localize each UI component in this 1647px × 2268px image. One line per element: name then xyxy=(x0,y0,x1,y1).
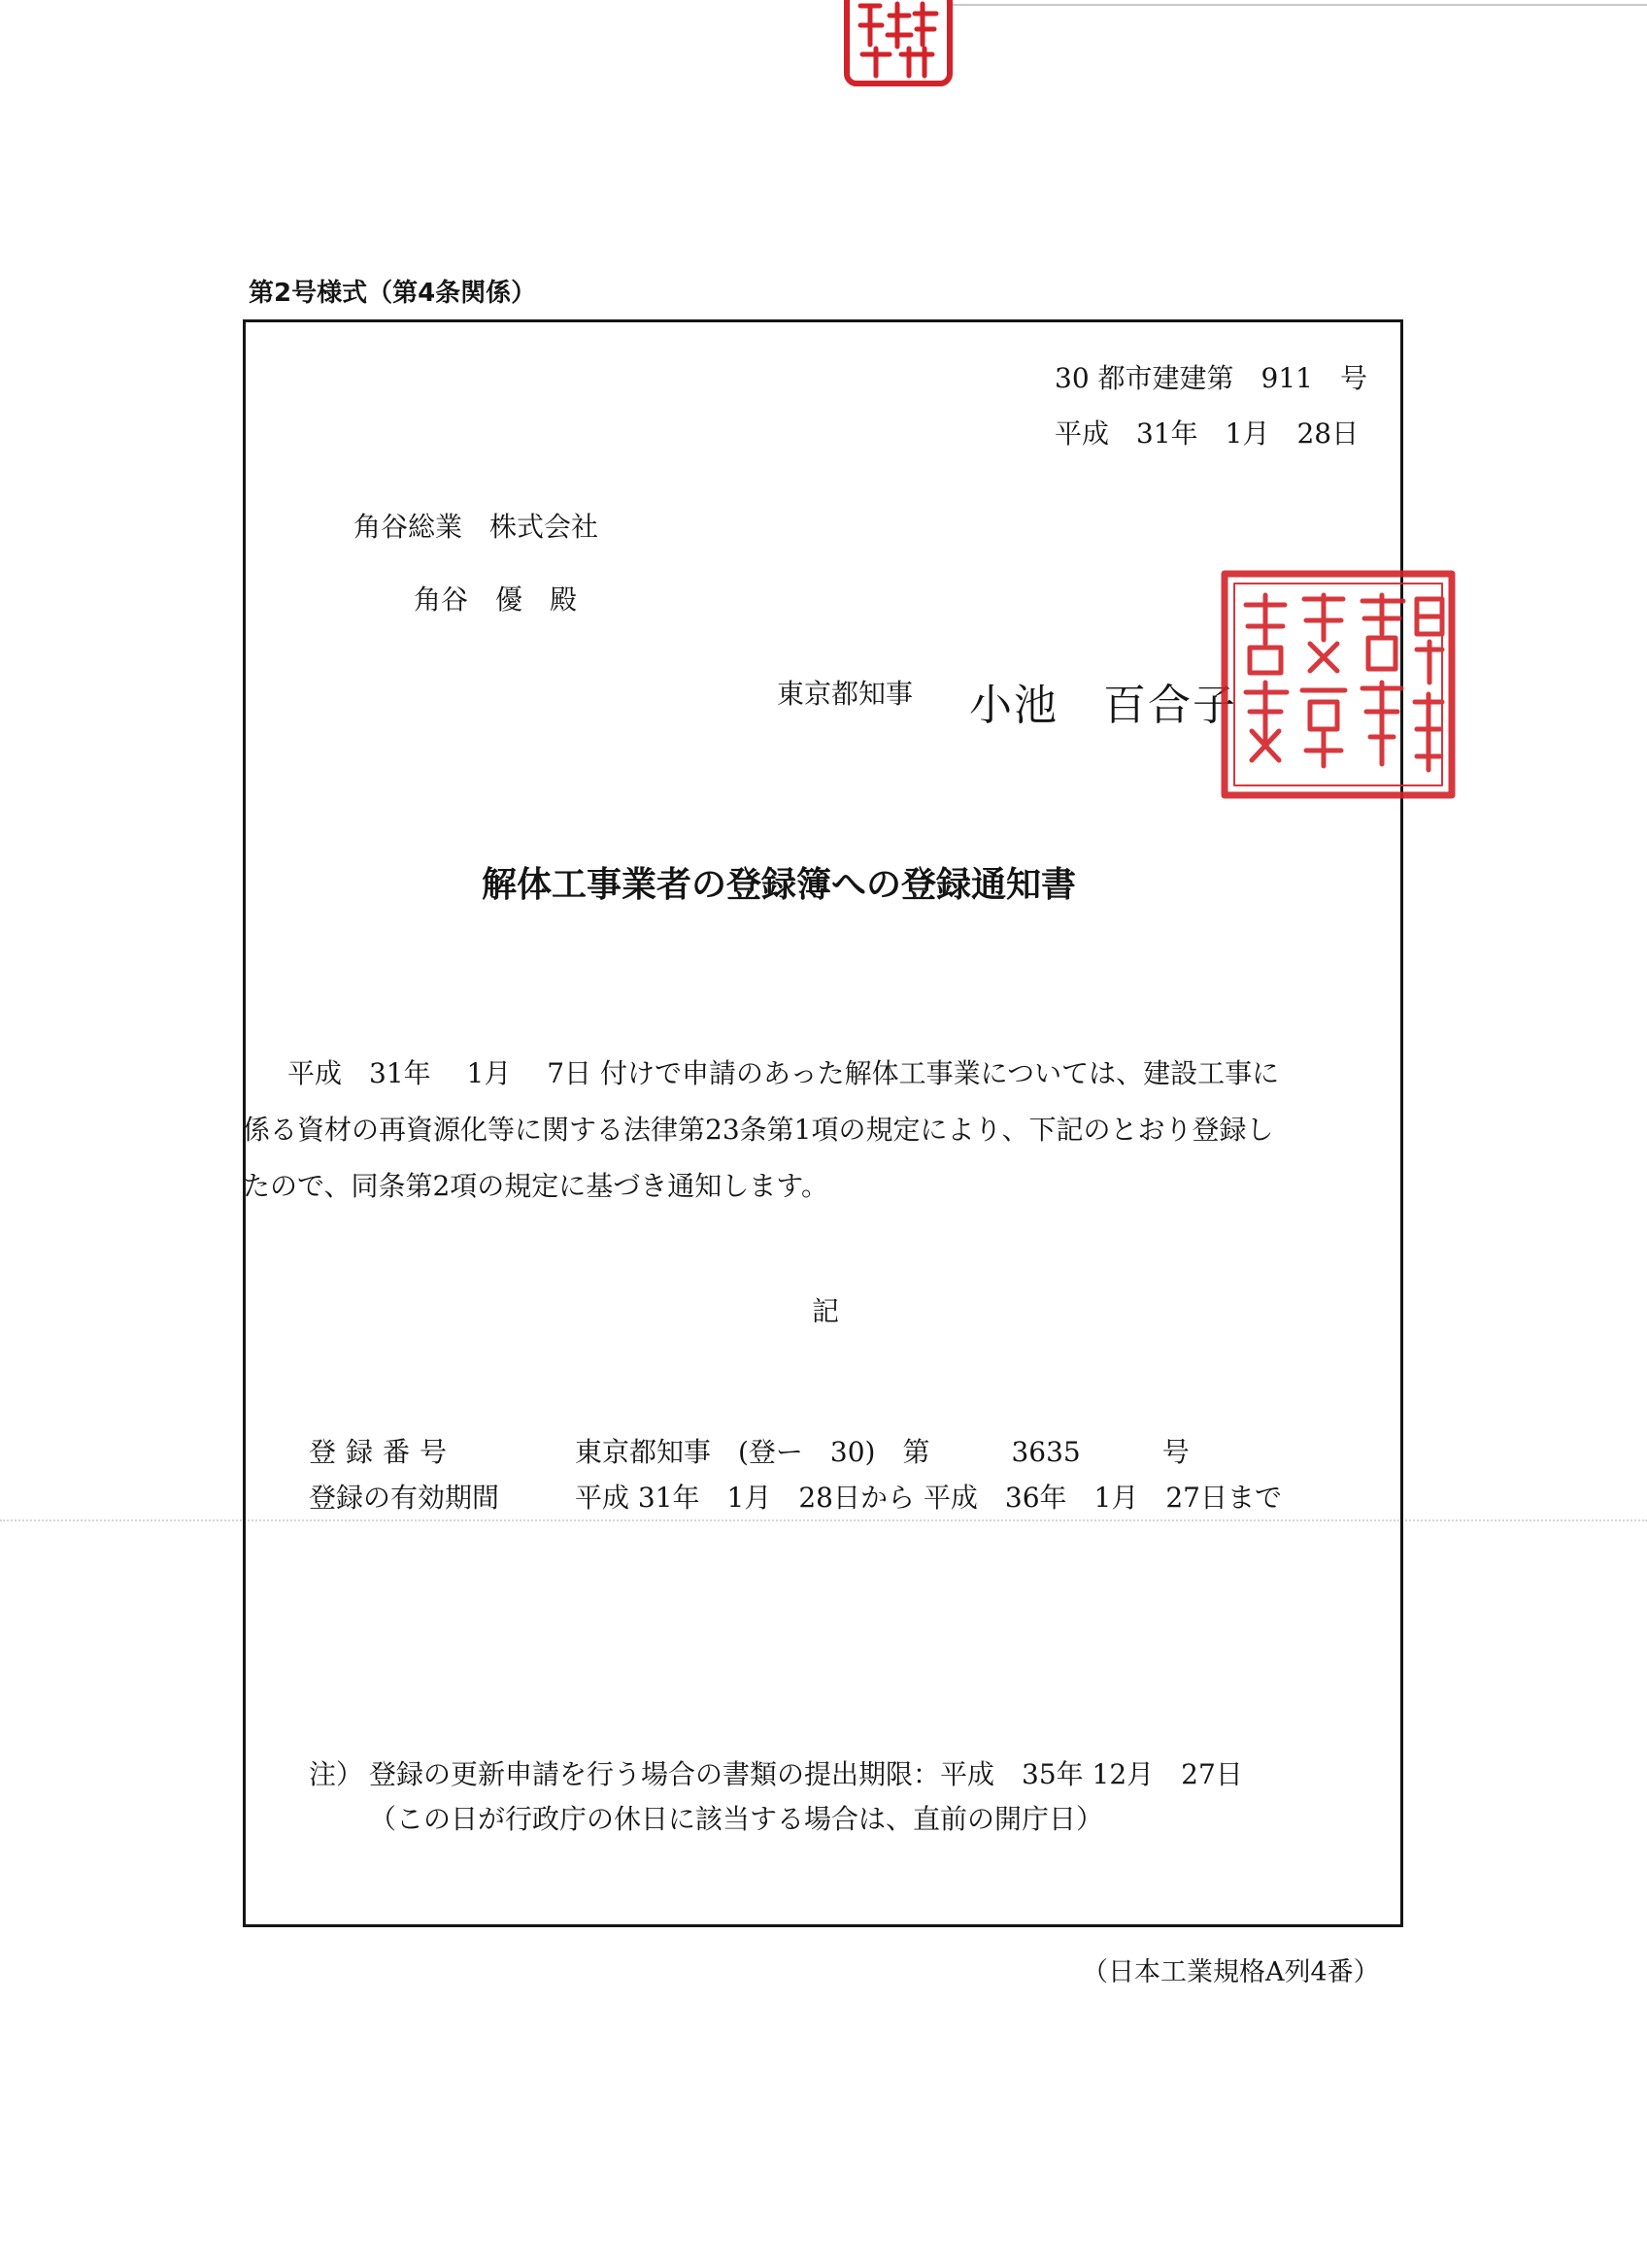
paper-size-note: （日本工業規格A列4番） xyxy=(1082,1957,1380,1987)
official-seal-stamp xyxy=(1217,566,1460,805)
addressee-name: 角谷 優 殿 xyxy=(414,584,578,616)
notice-body xyxy=(243,1046,1367,1215)
scan-top-rule xyxy=(947,4,1647,6)
issuer-name: 小池 百合子 xyxy=(969,681,1237,730)
note-line-1: 登録の更新申請を行う場合の書類の提出期限：平成 35年 12月 27日 xyxy=(369,1758,1243,1790)
body-line-1: 平成 31年 1月 7日 付けで申請のあった解体工事業については、建設工事に xyxy=(287,1057,1280,1089)
ki-heading: 記 xyxy=(812,1295,840,1327)
document-date: 平成 31年 1月 28日 xyxy=(1055,417,1360,450)
issuer-title: 東京都知事 xyxy=(777,678,914,710)
document-title: 解体工事業者の登録簿への登録通知書 xyxy=(482,865,1077,905)
top-seal-stamp xyxy=(841,0,956,89)
validity-period-label: 登録の有効期間 xyxy=(309,1482,500,1514)
registration-number-value: 東京都知事 (登ー 30) 第 3635 号 xyxy=(575,1436,1190,1468)
body-line-3: たので、同条第2項の規定に基づき通知します。 xyxy=(243,1170,829,1202)
form-number-label: 第2号様式（第4条関係） xyxy=(249,279,537,308)
document-number: 30 都市建建第 911 号 xyxy=(1055,362,1367,394)
validity-period-value: 平成 31年 1月 28日から 平成 36年 1月 27日まで xyxy=(575,1482,1282,1514)
note-line-2: （この日が行政庁の休日に該当する場合は、直前の開庁日） xyxy=(369,1803,1104,1835)
addressee-company: 角谷総業 株式会社 xyxy=(353,511,599,543)
registration-number-label: 登録番号 xyxy=(309,1436,457,1468)
body-line-2: 係る資材の再資源化等に関する法律第23条第1項の規定により、下記のとおり登録し xyxy=(243,1114,1274,1146)
note-mark: 注） xyxy=(309,1758,364,1790)
